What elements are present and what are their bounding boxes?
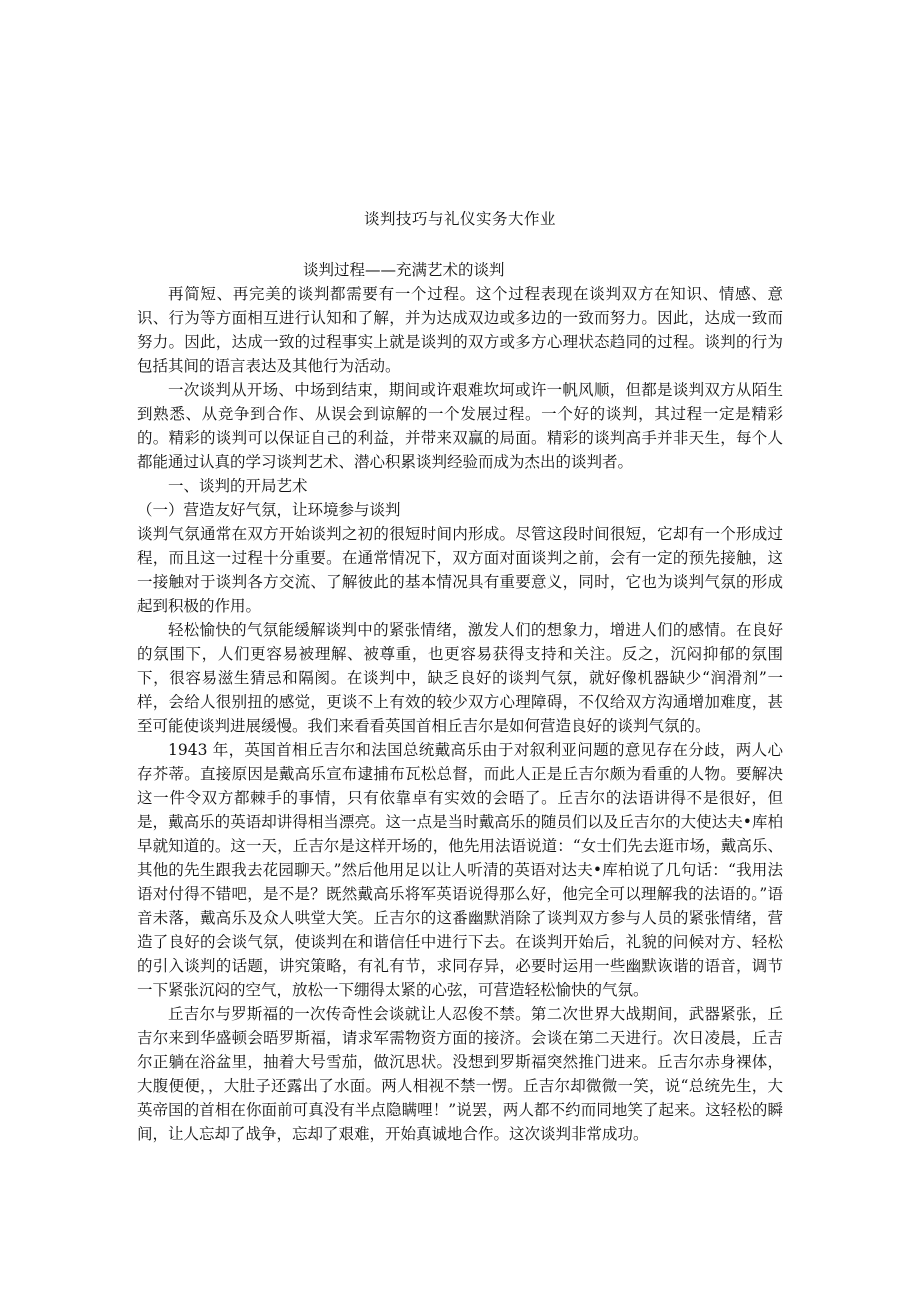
paragraph-atmosphere: 谈判气氛通常在双方开始谈判之初的很短时间内形成。尽管这段时间很短，它却有一个形成过程，而且这一过程十分重要。在通常情况下，双方面对面谈判之前，会有一定的预先接触，这一接触对于谈判各方交流、了解彼此的基本情况具有重要意义，同时，它也为谈判气氛的形成起到积极的作用。 [137, 525, 783, 615]
paragraph-churchill-roosevelt: 丘吉尔与罗斯福的一次传奇性会谈就让人忍俊不禁。第二次世界大战期间，武器紧张，丘吉尔来到华盛顿会晤罗斯福，请求军需物资方面的接济。会谈在第二天进行。次日凌晨，丘吉尔正躺在浴盆里，抽着大号雪茄，做沉思状。没想到罗斯福突然推门进来。丘吉尔赤身裸体，大腹便便，，大肚子还露出了水面。两人相视不禁一愣。丘吉尔却微微一笑，说“总统先生，大英帝国的首相在你面前可真没有半点隐瞒哩！”说罢，两人都不约而同地笑了起来。这轻松的瞬间，让人忘却了战争，忘却了艰难，开始真诚地合作。这次谈判非常成功。 [137, 1005, 783, 1143]
section-heading: 一、谈判的开局艺术 [168, 477, 308, 495]
sub-heading: （一）营造友好气氛，让环境参与谈判 [137, 501, 401, 519]
paragraph-intro-2: 一次谈判从开场、中场到结束，期间或许艰难坎坷或许一帆风顺，但都是谈判双方从陌生到熟悉、从竞争到合作、从误会到谅解的一个发展过程。一个好的谈判，其过程一定是精彩的。精彩的谈判可以保证自己的利益，并带来双赢的局面。精彩的谈判高手并非天生，每个人都能通过认真的学习谈判艺术、潜心积累谈判经验而成为杰出的谈判者。 [137, 381, 783, 471]
paragraph-relaxed: 轻松愉快的气氛能缓解谈判中的紧张情绪，激发人们的想象力，增进人们的感情。在良好的氛围下，人们更容易被理解、被尊重，也更容易获得支持和关注。反之，沉闷抑郁的氛围下，很容易滋生猜忌和隔阂。在谈判中，缺乏良好的谈判气氛，就好像机器缺少“润滑剂”一样，会给人很别扭的感觉，更谈不上有效的较少双方心理障碍，不仅给双方沟通增加难度，甚至可能使谈判进展缓慢。我们来看看英国首相丘吉尔是如何营造良好的谈判气氛的。 [137, 621, 783, 735]
document-body [137, 258, 783, 1146]
paragraph-churchill-degaulle: 1943 年，英国首相丘吉尔和法国总统戴高乐由于对叙利亚问题的意见存在分歧，两人心存芥蒂。直接原因是戴高乐宣布逮捕布瓦松总督，而此人正是丘吉尔颇为看重的人物。要解决这一件令双方都棘手的事情，只有依靠卓有实效的会晤了。丘吉尔的法语讲得不是很好，但是，戴高乐的英语却讲得相当漂亮。这一点是当时戴高乐的随员们以及丘吉尔的大使达夫•库柏早就知道的。这一天，丘吉尔是这样开场的，他先用法语说道：“女士们先去逛市场，戴高乐、其他的先生跟我去花园聊天。”然后他用足以让人听清的英语对达夫•库柏说了几句话：“我用法语对付得不错吧，是不是？既然戴高乐将军英语说得那么好，他完全可以理解我的法语的。”语音未落，戴高乐及众人哄堂大笑。丘吉尔的这番幽默消除了谈判双方参与人员的紧张情绪，营造了良好的会谈气氛，使谈判在和谐信任中进行下去。在谈判开始后，礼貌的问候对方、轻松的引入谈判的话题，讲究策略，有礼有节，求同存异，必要时运用一些幽默诙谐的语音，调节一下紧张沉闷的空气，放松一下绷得太紧的心弦，可营造轻松愉快的气氛。 [137, 741, 783, 999]
paragraph-intro-1: 再简短、再完美的谈判都需要有一个过程。这个过程表现在谈判双方在知识、情感、意识、行为等方面相互进行认知和了解，并为达成双边或多边的一致而努力。因此，达成一致而努力。因此，达成一致的过程事实上就是谈判的双方或多方心理状态趋同的过程。谈判的行为包括其间的语言表达及其他行为活动。 [137, 285, 783, 375]
document-title: 谈判技巧与礼仪实务大作业 [363, 210, 556, 228]
document-subtitle: 谈判过程——充满艺术的谈判 [303, 261, 505, 279]
